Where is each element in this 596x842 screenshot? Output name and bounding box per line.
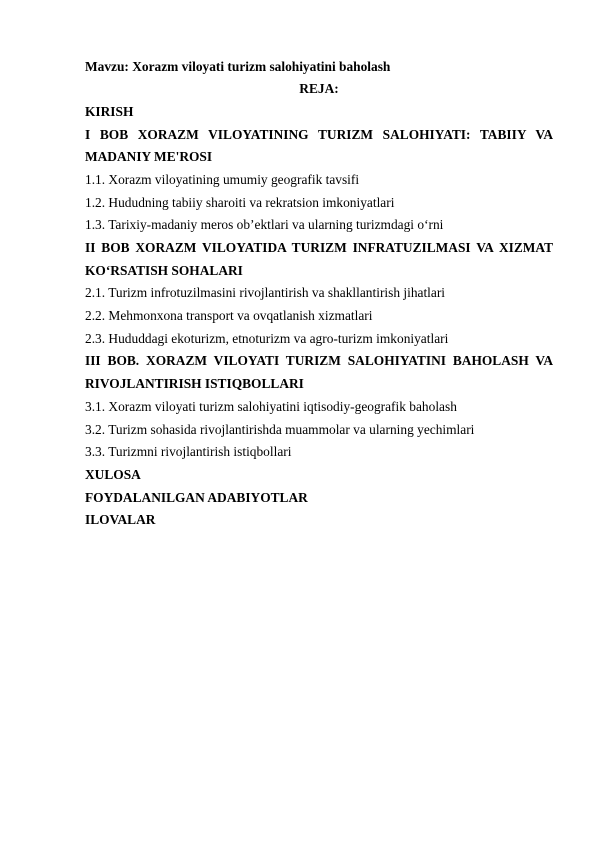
- section-3-3: 3.3. Turizmni rivojlantirish istiqbollari: [85, 444, 292, 460]
- chapter-2-heading-line-1: II BOB XORAZM VILOYATIDA TURIZM INFRATUZILMASI VA XIZMAT: [85, 240, 553, 255]
- section-2-2: 2.2. Mehmonxona transport va ovqatlanish xizmatlari: [85, 308, 373, 324]
- plan-heading: REJA:: [299, 81, 339, 97]
- section-2-3: 2.3. Hududdagi ekoturizm, etnoturizm va agro-turizm imkoniyatlari: [85, 330, 449, 346]
- section-3-1: 3.1. Xorazm viloyati turizm salohiyatini iqtisodiy-geografik baholash: [85, 398, 457, 414]
- plan-content: [85, 56, 553, 532]
- chapter-3-heading-line-2: RIVOJLANTIRISH ISTIQBOLLARI: [85, 376, 304, 392]
- chapter-3-heading-line-1: III BOB. XORAZM VILOYATI TURIZM SALOHIYATINI BAHOLASH VA: [85, 353, 553, 369]
- appendices-heading: ILOVALAR: [85, 512, 156, 528]
- intro-heading: KIRISH: [85, 103, 134, 119]
- section-1-1: 1.1. Xorazm viloyatining umumiy geografik tavsifi: [85, 171, 360, 187]
- references-heading: FOYDALANILGAN ADABIYOTLAR: [85, 489, 308, 505]
- section-1-3: 1.3. Tarixiy-madaniy meros ob’ektlari va ularning turizmdagi o‘rni: [85, 217, 444, 233]
- chapter-2-heading-line-2: KO‘RSATISH SOHALARI: [85, 262, 243, 278]
- section-1-2: 1.2. Hududning tabiiy sharoiti va rekratsion imkoniyatlari: [85, 194, 395, 210]
- chapter-1-heading-line-2: MADANIY ME'ROSI: [85, 149, 213, 165]
- conclusion-heading: XULOSA: [85, 466, 141, 482]
- section-2-1: 2.1. Turizm infrotuzilmasini rivojlantirish va shakllantirish jihatlari: [85, 285, 446, 301]
- chapter-1-heading-line-1: I BOB XORAZM VILOYATINING TURIZM SALOHIYATI: TABIIY VA: [85, 126, 553, 142]
- section-3-2: 3.2. Turizm sohasida rivojlantirishda muammolar va ularning yechimlari: [85, 421, 475, 437]
- topic-line: Mavzu: Xorazm viloyati turizm salohiyatini baholash: [85, 59, 391, 74]
